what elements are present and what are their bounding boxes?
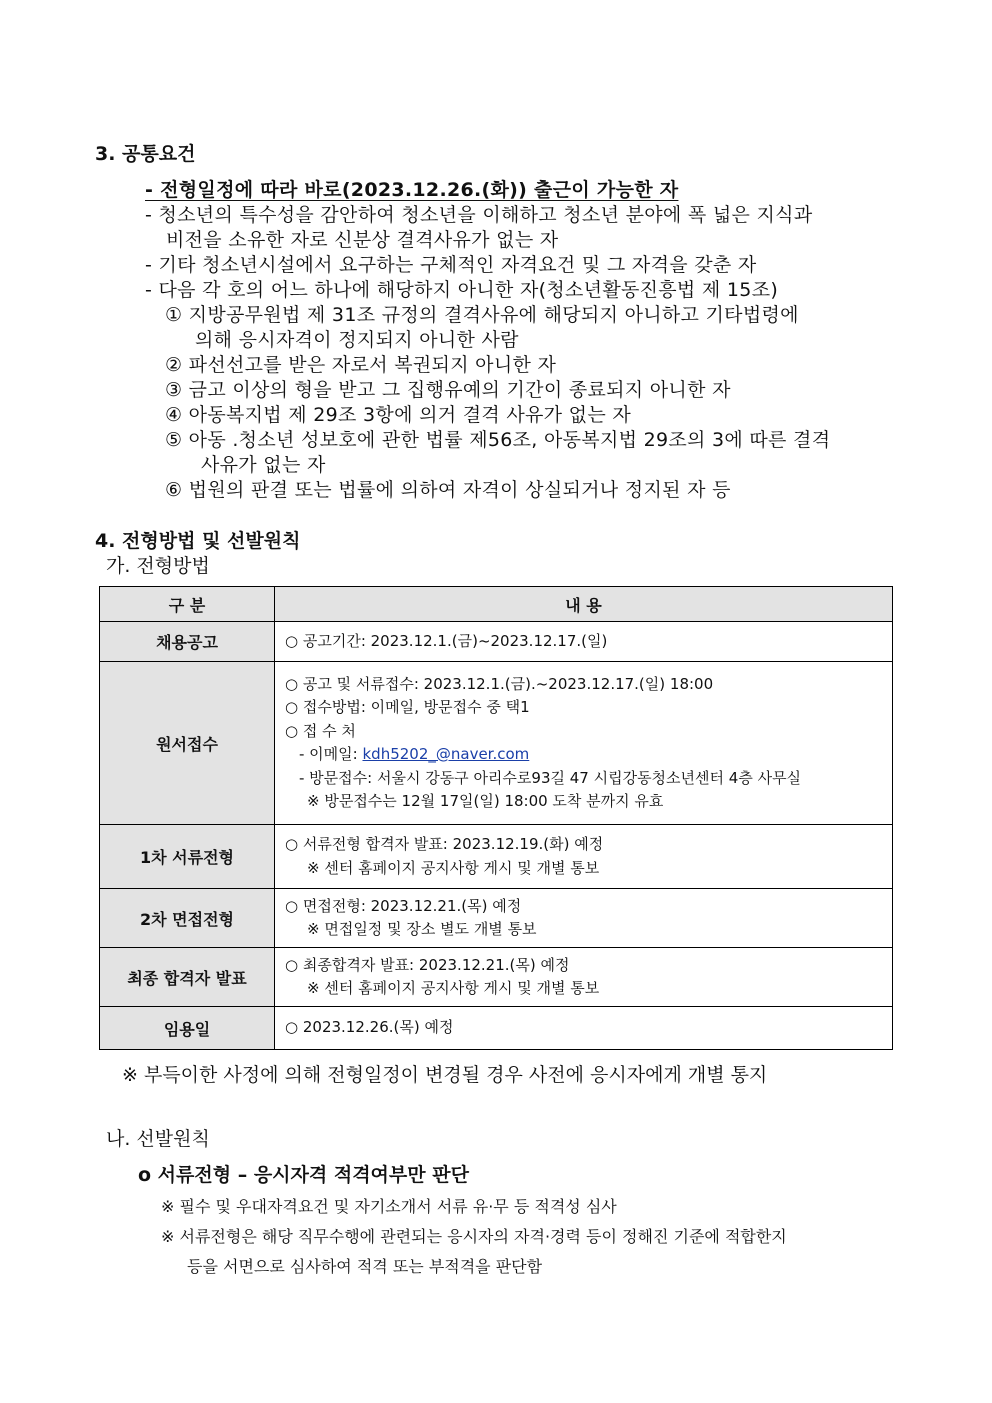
row-content [275,1007,893,1050]
table-row [100,622,893,662]
table-row [100,1007,893,1050]
row-label: 원서접수 [100,662,275,825]
email-label: - 이메일: [299,745,363,763]
table-header-row [100,587,893,622]
selection-principle-heading: 나. 선발원칙 [106,1128,210,1150]
principle-statement: o 서류전형 – 응시자격 적격여부만 판단 [138,1164,469,1186]
table-row [100,889,893,948]
content-line: ○ 면접전형: 2023.12.21.(목) 예정 [285,896,522,915]
disqualification-1: ① 지방공무원법 제 31조 규정의 결격사유에 해당되지 아니하고 기타법령에 [165,304,799,326]
disqualification-5: ⑤ 아동 .청소년 성보호에 관한 법률 제56조, 아동복지법 29조의 3에 따른 결격 [165,429,831,451]
row-content [275,662,893,825]
content-line: ○ 공고기간: 2023.12.1.(금)~2023.12.17.(일) [285,631,608,650]
principle-note-2: ※ 서류전형은 해당 직무수행에 관련되는 응시자의 자격·경력 등이 정해진 기준에 적합한지 [161,1227,787,1246]
requirement-item-4: - 다음 각 호의 어느 하나에 해당하지 아니한 자(청소년활동진흥법 제 15조) [145,279,779,301]
content-line: ○ 서류전형 합격자 발표: 2023.12.19.(화) 예정 [285,835,604,853]
disqualification-6: ⑥ 법원의 판결 또는 법률에 의하여 자격이 상실되거나 정지된 자 등 [165,479,731,501]
content-line: ※ 센터 홈페이지 공지사항 게시 및 개별 통보 [307,858,600,877]
row-content [275,948,893,1007]
row-content [275,889,893,948]
content-line: ○ 공고 및 서류접수: 2023.12.1.(금).~2023.12.17.(일) 18:00 [285,674,714,693]
row-content [275,825,893,889]
disqualification-4: ④ 아동복지법 제 29조 3항에 의거 결격 사유가 없는 자 [165,404,631,426]
disqualification-3: ③ 금고 이상의 형을 받고 그 집행유예의 기간이 종료되지 아니한 자 [165,379,731,401]
row-label: 1차 서류전형 [100,825,275,889]
disqualification-1-cont: 의해 응시자격이 정지되지 아니한 사람 [195,329,519,351]
principle-note-2-cont: 등을 서면으로 심사하여 적격 또는 부적격을 판단함 [187,1257,543,1276]
content-line: ○ 최종합격자 발표: 2023.12.21.(목) 예정 [285,955,570,974]
requirement-item-3: - 기타 청소년시설에서 요구하는 구체적인 자격요건 및 그 자격을 갖춘 자 [145,254,757,276]
row-label: 최종 합격자 발표 [100,948,275,1007]
content-line [285,743,880,767]
content-line: - 방문접수: 서울시 강동구 아리수로93길 47 시립강동청소년센터 4층 사무실 [299,768,802,787]
row-label: 임용일 [100,1007,275,1050]
table-row [100,948,893,1007]
content-line: ※ 면접일정 및 장소 별도 개별 통보 [307,920,537,938]
email-link[interactable]: kdh5202_@naver.com [362,745,530,763]
row-label: 채용공고 [100,622,275,662]
content-line: ○ 2023.12.26.(목) 예정 [285,1018,454,1037]
selection-method-heading: 가. 전형방법 [106,555,210,577]
table-note: ※ 부득이한 사정에 의해 전형일정이 변경될 경우 사전에 응시자에게 개별 통지 [122,1064,768,1086]
content-line: ○ 접 수 처 [285,721,356,740]
row-content [275,622,893,662]
content-line: ○ 접수방법: 이메일, 방문접수 중 택1 [285,698,530,716]
content-line: ※ 센터 홈페이지 공지사항 게시 및 개별 통보 [307,979,600,997]
section4-title: 4. 전형방법 및 선발원칙 [95,530,301,552]
requirement-item-1: - 전형일정에 따라 바로(2023.12.26.(화)) 출근이 가능한 자 [145,179,679,201]
disqualification-5-cont: 사유가 없는 자 [201,454,326,476]
section3-title: 3. 공통요건 [95,143,196,165]
schedule-table [99,586,893,1050]
table-row [100,825,893,889]
principle-note-1: ※ 필수 및 우대자격요건 및 자기소개서 서류 유·무 등 적격성 심사 [161,1197,617,1216]
header-content: 내 용 [275,587,893,622]
requirement-item-2: - 청소년의 특수성을 감안하여 청소년을 이해하고 청소년 분야에 폭 넓은 지식과 [145,204,813,226]
content-line: ※ 방문접수는 12월 17일(일) 18:00 도착 분까지 유효 [307,792,664,810]
disqualification-2: ② 파선선고를 받은 자로서 복권되지 아니한 자 [165,354,557,376]
requirement-item-2-cont: 비전을 소유한 자로 신분상 결격사유가 없는 자 [166,229,559,251]
row-label: 2차 면접전형 [100,889,275,948]
table-row [100,662,893,825]
header-category: 구 분 [100,587,275,622]
